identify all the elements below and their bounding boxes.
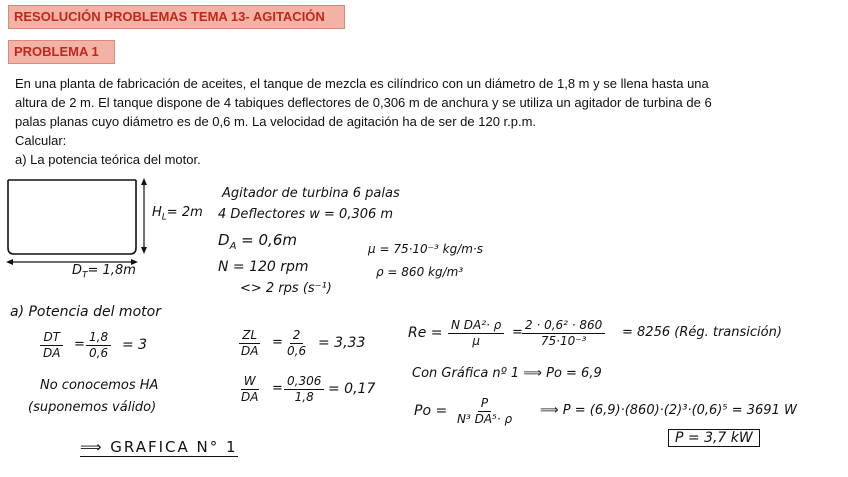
- statement-line: altura de 2 m. El tanque dispone de 4 tabiques deflectores de 0,306 m de anchura y se utiliza un agitador de turbina de 6: [15, 95, 712, 110]
- document-title: RESOLUCIÓN PROBLEMAS TEMA 13- AGITACIÓN: [8, 5, 345, 29]
- equals-sign: =: [272, 335, 283, 350]
- ratio1-result: = 3: [122, 337, 148, 353]
- ratio3-values: $\frac{0,306}{1,8}$: [284, 374, 324, 405]
- statement-line: palas planas cuyo diámetro es de 0,6 m. La velocidad de agitación ha de ser de 120 r.p.m.: [15, 114, 537, 129]
- power-number-label: Po =: [414, 403, 448, 419]
- motor-heading: a) Potencia del motor: [10, 304, 161, 320]
- density-note: ρ = 860 kg/m³: [376, 265, 464, 279]
- viscosity-note: μ = 75·10⁻³ kg/m·s: [368, 242, 483, 256]
- unknown-height-note: No conocemos HA: [40, 378, 159, 393]
- da-note: $D_A = 0,6m$: [218, 231, 297, 252]
- reynolds-label: Re =: [408, 325, 443, 341]
- equals-sign: =: [512, 325, 523, 340]
- agitator-note: Agitador de turbina 6 palas: [222, 186, 400, 201]
- ratio2-symbol: $\frac{ZL}{DA}$: [241, 328, 259, 358]
- problem-label: PROBLEMA 1: [8, 40, 115, 64]
- ratio2-values: $\frac{2}{0,6}$: [287, 328, 307, 358]
- reynolds-values: $\frac{\text{2 · 0,6² · 860}}{\text{75·10⁻³}}$: [522, 318, 605, 349]
- statement-line: Calcular:: [15, 133, 67, 148]
- ratio3-result: = 0,17: [328, 381, 376, 397]
- ratio1-values: $\frac{1,8}{0,6}$: [86, 330, 111, 361]
- chart-reference: ⟹ GRAFICA N° 1: [80, 438, 238, 456]
- final-power-result: P = 3,7 kW: [668, 430, 760, 446]
- reynolds-formula: $\frac{\text{N DA²· ρ}}{\mu}$: [448, 318, 504, 349]
- speed-conversion-note: <> 2 rps (s⁻¹): [240, 281, 332, 296]
- equals-sign: =: [74, 337, 85, 352]
- equals-sign: =: [272, 381, 283, 396]
- chart-lookup: Con Gráfica nº 1 ⟹ Po = 6,9: [412, 366, 602, 381]
- statement-line: a) La potencia teórica del motor.: [15, 152, 201, 167]
- statement-line: En una planta de fabricación de aceites, el tanque de mezcla es cilíndrico con un diámetro de 1,8 m y se llena hasta una: [15, 76, 709, 91]
- reynolds-result: = 8256 (Rég. transición): [622, 325, 782, 340]
- speed-note: N = 120 rpm: [218, 259, 309, 275]
- power-calculation: ⟹ P = (6,9)·(860)·(2)³·(0,6)⁵ = 3691 W: [540, 403, 797, 418]
- assumption-note: (suponemos válido): [28, 400, 157, 415]
- problem-statement: [15, 74, 835, 169]
- power-number-formula: $\frac{P}{\text{N³ DA⁵· ρ}}$: [457, 396, 513, 426]
- ratio2-result: = 3,33: [318, 335, 366, 351]
- baffles-note: 4 Deflectores w = 0,306 m: [218, 207, 394, 222]
- height-label: $H_L= 2m$: [152, 205, 203, 223]
- ratio1-symbol: $\frac{DT}{DA}$: [40, 330, 63, 361]
- diameter-label: $D_T= 1,8m$: [72, 263, 136, 281]
- ratio3-symbol: $\frac{W}{DA}$: [241, 374, 259, 404]
